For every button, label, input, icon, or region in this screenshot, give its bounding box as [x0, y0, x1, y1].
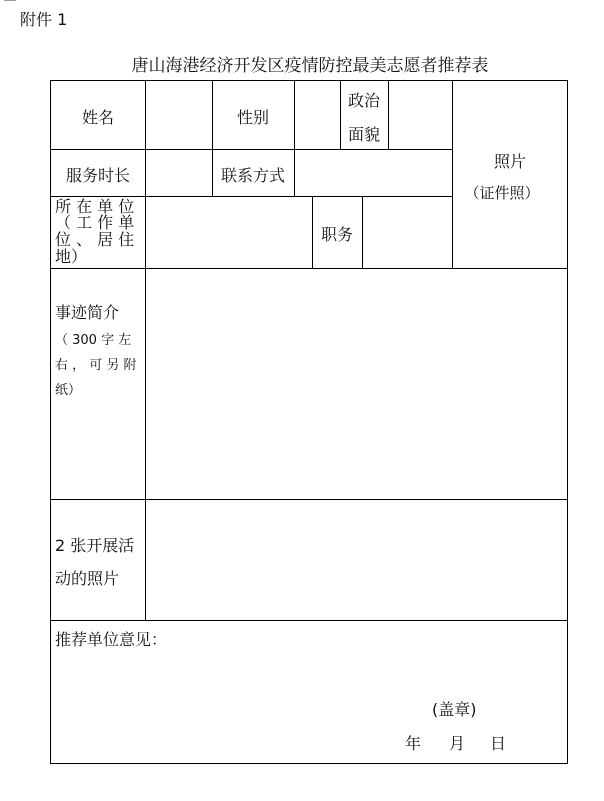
- page-title: 唐山海港经济开发区疫情防控最美志愿者推荐表: [131, 56, 489, 76]
- input-opinion[interactable]: [51, 650, 567, 700]
- table-border-bottom: [50, 763, 568, 764]
- label-seal: (盖章): [432, 700, 477, 719]
- label-deeds-note3: 纸）: [55, 383, 82, 398]
- label-gender: 性别: [236, 108, 270, 127]
- input-political[interactable]: [389, 81, 452, 149]
- label-unit-line3: 位 、 居 住: [55, 230, 135, 249]
- row-divider-5: [50, 620, 568, 621]
- label-unit-line2: （ 工 作 单: [55, 213, 135, 232]
- label-photo-note: （证件照）: [464, 184, 540, 202]
- label-service-hours: 服务时长: [65, 166, 131, 185]
- label-deeds-note2: 右 ， 可 另 附: [55, 358, 137, 373]
- photo-slot[interactable]: [453, 81, 567, 268]
- label-deeds: 事迹简介: [55, 303, 120, 322]
- label-opinion: 推荐单位意见：: [55, 630, 168, 649]
- photos-upload-area[interactable]: [146, 500, 567, 620]
- attachment-label: 附件 1: [20, 10, 68, 29]
- label-political-line1: 政治: [347, 91, 381, 110]
- label-month: 月: [449, 734, 466, 753]
- input-name[interactable]: [146, 81, 212, 149]
- col-divider-6: [312, 196, 313, 268]
- col-divider-2: [212, 80, 213, 196]
- label-contact: 联系方式: [220, 166, 286, 185]
- input-unit[interactable]: [146, 197, 312, 268]
- label-position: 职务: [320, 225, 354, 244]
- label-political-line2: 面貌: [347, 125, 381, 144]
- label-photos-line2: 动的照片: [55, 569, 120, 588]
- col-divider-4: [340, 80, 341, 149]
- input-contact[interactable]: [295, 150, 452, 196]
- input-position[interactable]: [363, 197, 452, 268]
- label-deeds-note1: （ 300 字 左: [55, 333, 132, 348]
- input-gender[interactable]: [295, 81, 340, 149]
- label-year: 年: [405, 734, 422, 753]
- label-photos-line1: 2 张开展活: [55, 536, 135, 555]
- input-deeds[interactable]: [146, 269, 567, 499]
- label-name: 姓名: [81, 108, 115, 127]
- label-photo: 照片: [493, 152, 527, 171]
- label-unit-line1: 所 在 单 位: [55, 197, 135, 216]
- label-unit-line4: 地）: [55, 247, 88, 266]
- label-day: 日: [490, 734, 507, 753]
- input-service-hours[interactable]: [146, 150, 212, 196]
- table-border-right: [567, 80, 568, 764]
